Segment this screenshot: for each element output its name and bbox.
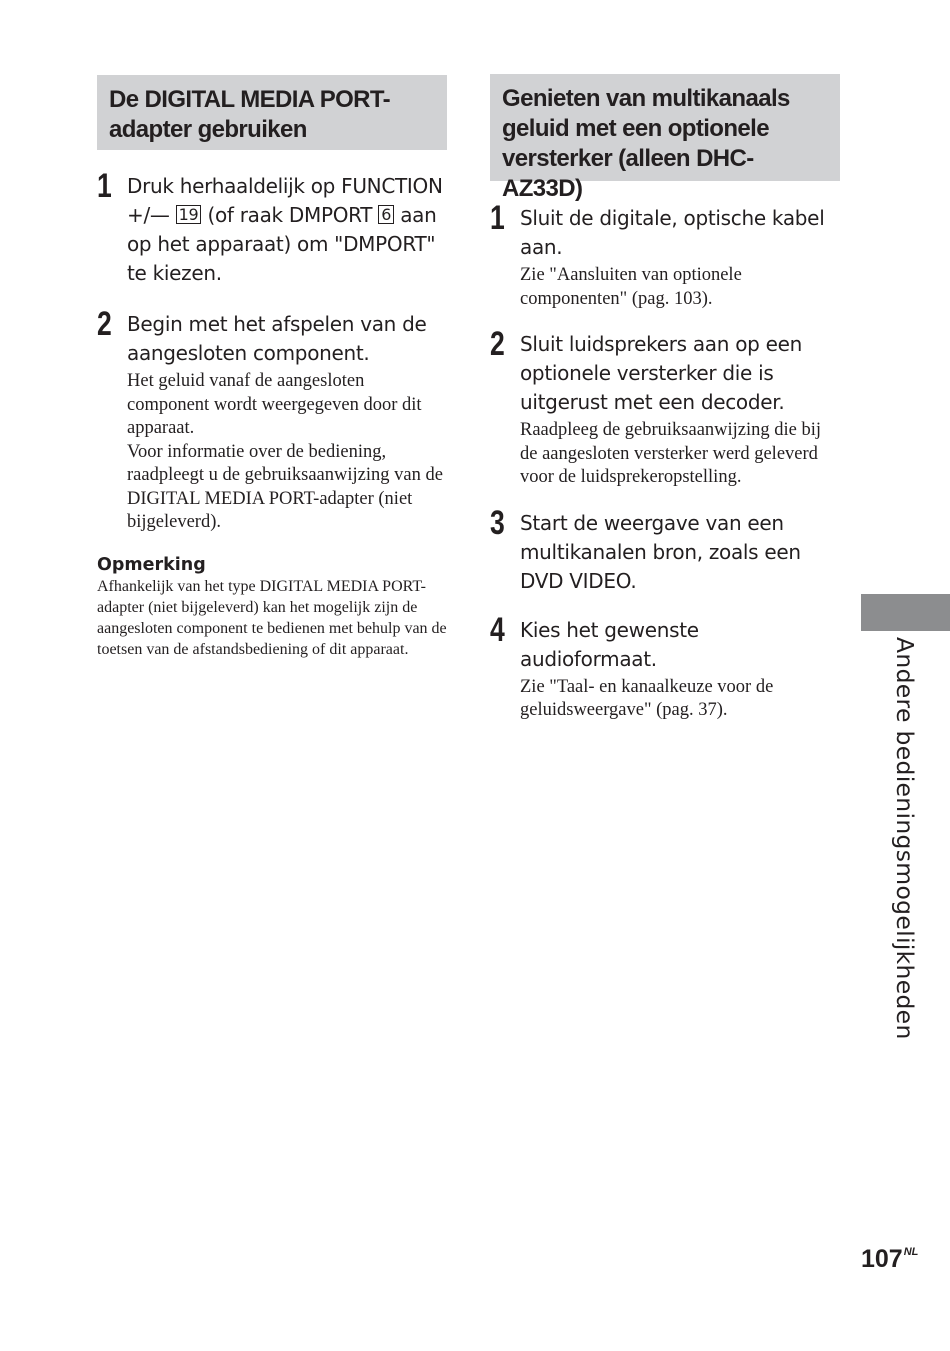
step-description: Voor informatie over de bediening, raadpleegt u de gebruiksaanwijzing van de DIGITAL MEDIA PORT-adapter (niet bijgeleverd).	[127, 441, 443, 532]
right-column	[490, 74, 840, 723]
step-text: Sluit de digitale, optische kabel aan.	[520, 206, 825, 259]
step-2	[490, 325, 840, 490]
step-description: Zie "Taal- en kanaalkeuze voor de geluidsweergave" (pag. 37).	[520, 676, 774, 720]
step-description: Raadpleeg de gebruiksaanwijzing die bij de aangesloten versterker werd geleverd voor de luidsprekeropstelling.	[520, 420, 822, 487]
language-suffix: NL	[903, 1246, 919, 1258]
step-text: Sluit luidsprekers aan op een optionele versterker die is uitgerust met een decoder.	[520, 332, 802, 414]
step-4	[490, 610, 840, 723]
step-description: Het geluid vanaf de aangesloten component wordt weergegeven door dit apparaat.	[127, 371, 422, 438]
note	[97, 554, 447, 660]
note-body: Afhankelijk van het type DIGITAL MEDIA PORT-adapter (niet bijgeleverd) kan het mogelijk zijn de aangesloten component te bedienen met behulp van de toetsen van de afstandsbediening of dit apparaat.	[97, 577, 447, 658]
chapter-tab-label: Andere bedieningsmogelijkheden	[891, 637, 919, 1040]
step-3	[490, 503, 840, 596]
step-number: 2	[490, 325, 505, 363]
step-text: Kies het gewenste audioformaat.	[520, 617, 699, 671]
section-heading-dmport: De DIGITAL MEDIA PORT-adapter gebruiken	[97, 75, 447, 150]
left-column	[97, 75, 447, 660]
step-number: 4	[490, 610, 505, 649]
page-number: $107^{NL}$	[861, 1245, 919, 1273]
step-text: Begin met het afspelen van de aangesloten component.	[127, 312, 427, 365]
step-number: 3	[490, 503, 505, 542]
step-text: Start de weergave van een multikanalen bron, zoals een DVD VIDEO.	[520, 510, 801, 593]
chapter-tab-marker	[861, 594, 950, 631]
step-description: Zie "Aansluiten van optionele componenten" (pag. 103).	[520, 265, 742, 309]
step-text: Druk herhaaldelijk op FUNCTION +/— 19 (of raak DMPORT 6 aan op het apparaat) om "DMPORT" te kiezen.	[127, 174, 443, 285]
step-1	[97, 167, 447, 288]
button-ref-6: 6	[378, 205, 394, 224]
step-number: 1	[97, 167, 112, 205]
step-number: 2	[97, 305, 112, 343]
step-2	[97, 305, 447, 535]
section-heading-multichannel: Genieten van multikanaals geluid met een optionele versterker (alleen DHC-AZ33D)	[490, 74, 840, 181]
step-number: 1	[490, 199, 505, 237]
note-title: Opmerking	[97, 554, 206, 575]
button-ref-19: 19	[176, 205, 202, 224]
step-1	[490, 199, 840, 311]
